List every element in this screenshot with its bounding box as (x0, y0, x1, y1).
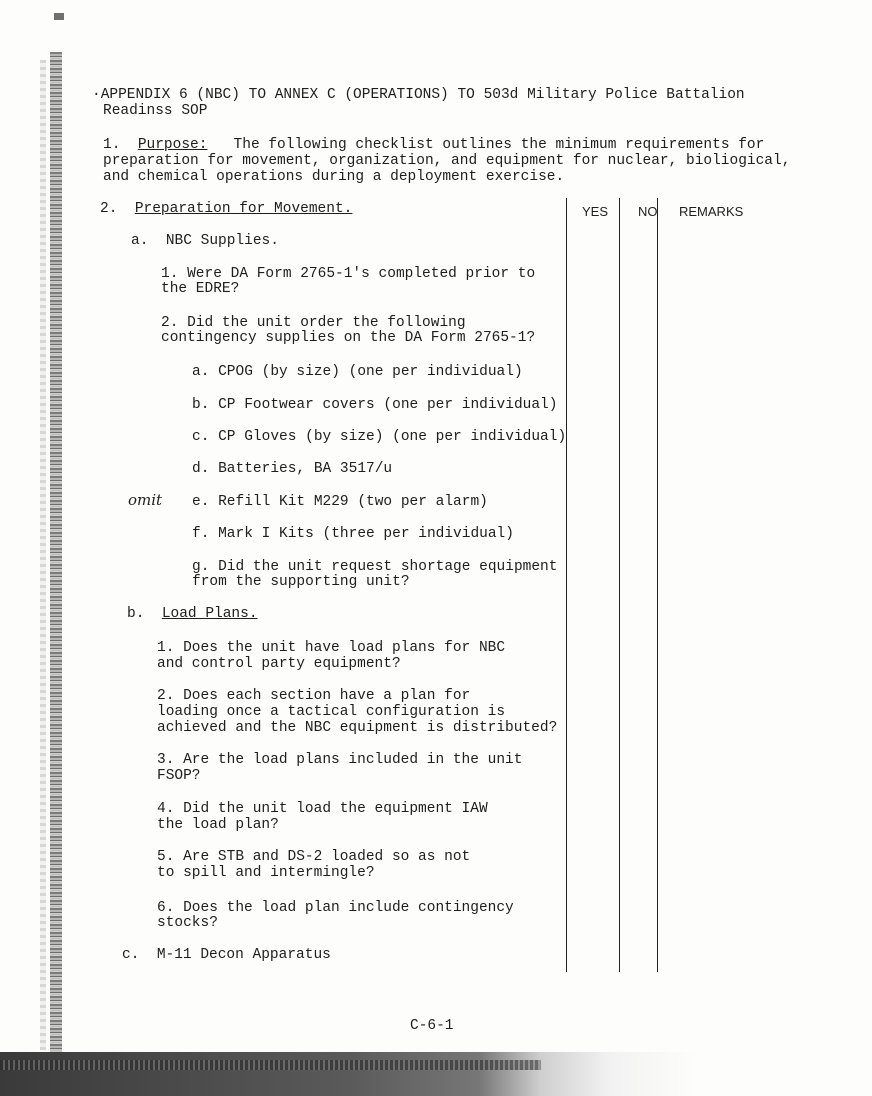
appendix-title-line1: ·APPENDIX 6 (NBC) TO ANNEX C (OPERATIONS) TO 503d Military Police Battalion (92, 87, 745, 103)
purpose-number: 1. (103, 137, 121, 153)
purpose-text-line2: preparation for movement, organization, and equipment for nuclear, bioliogical, (103, 153, 791, 169)
column-divider-middle (619, 198, 620, 972)
a2-sub-a: a. CPOG (by size) (one per individual) (192, 364, 523, 380)
a2-sub-b: b. CP Footwear covers (one per individual) (192, 397, 558, 413)
purpose-text-line3: and chemical operations during a deployment exercise. (103, 169, 565, 185)
item-b-label: b. (127, 606, 145, 622)
scan-left-edge-light (40, 60, 46, 1050)
item-a-heading (131, 233, 279, 250)
a1-line1: 1. Were DA Form 2765-1's completed prior to (161, 266, 536, 282)
a2-sub-d: d. Batteries, BA 3517/u (192, 461, 393, 477)
a2-sub-g-line2: from the supporting unit? (192, 574, 410, 590)
a2-sub-c: c. CP Gloves (by size) (one per individual) (192, 429, 567, 445)
column-divider-right (657, 198, 658, 972)
b6-line1: 6. Does the load plan include contingency (157, 900, 514, 916)
item-b-title: Load Plans. (161, 606, 258, 622)
b4-line1: 4. Did the unit load the equipment IAW (157, 801, 488, 817)
section2-number: 2. (100, 201, 118, 217)
section2-heading (100, 201, 352, 218)
scan-left-edge (50, 52, 62, 1052)
a2-line1: 2. Did the unit order the following (161, 315, 466, 331)
appendix-title-line2: Readinss SOP (103, 103, 208, 119)
column-header-yes: YES (582, 204, 609, 219)
purpose-paragraph (103, 137, 764, 154)
b2-line2: loading once a tactical configuration is (157, 704, 506, 720)
purpose-text-line1: The following checklist outlines the minimum requirements for (233, 137, 765, 153)
b3-line1: 3. Are the load plans included in the unit (157, 752, 523, 768)
a1-line2: the EDRE? (161, 281, 240, 297)
a2-sub-g-line1: g. Did the unit request shortage equipment (192, 559, 558, 575)
b1-line1: 1. Does the unit have load plans for NBC (157, 640, 506, 656)
column-header-no: NO (638, 204, 658, 219)
section2-title: Preparation for Movement. (134, 201, 353, 217)
b6-line2: stocks? (157, 915, 218, 931)
a2-sub-f: f. Mark I Kits (three per individual) (192, 526, 514, 542)
b3-line2: FSOP? (157, 768, 201, 784)
column-header-remarks: REMARKS (679, 204, 744, 219)
item-a-title: NBC Supplies. (165, 233, 279, 249)
purpose-label: Purpose: (137, 137, 208, 153)
a2-sub-e: e. Refill Kit M229 (two per alarm) (192, 494, 488, 510)
item-c-label: c. (122, 947, 140, 963)
b1-line2: and control party equipment? (157, 656, 401, 672)
column-divider-left (566, 198, 567, 972)
scan-bottom-edge (0, 1052, 872, 1096)
a2-line2: contingency supplies on the DA Form 2765-1? (161, 330, 536, 346)
scan-speck (54, 13, 64, 20)
item-c-heading (122, 947, 331, 964)
b2-line1: 2. Does each section have a plan for (157, 688, 471, 704)
b5-line2: to spill and intermingle? (157, 865, 375, 881)
item-c-title: M-11 Decon Apparatus (156, 947, 331, 963)
b5-line1: 5. Are STB and DS-2 loaded so as not (157, 849, 471, 865)
b4-line2: the load plan? (157, 817, 279, 833)
page-number: C-6-1 (410, 1018, 454, 1034)
item-a-label: a. (131, 233, 149, 249)
handwritten-omit-note: omit (128, 491, 163, 509)
item-b-heading (127, 606, 258, 623)
b2-line3: achieved and the NBC equipment is distributed? (157, 720, 558, 736)
